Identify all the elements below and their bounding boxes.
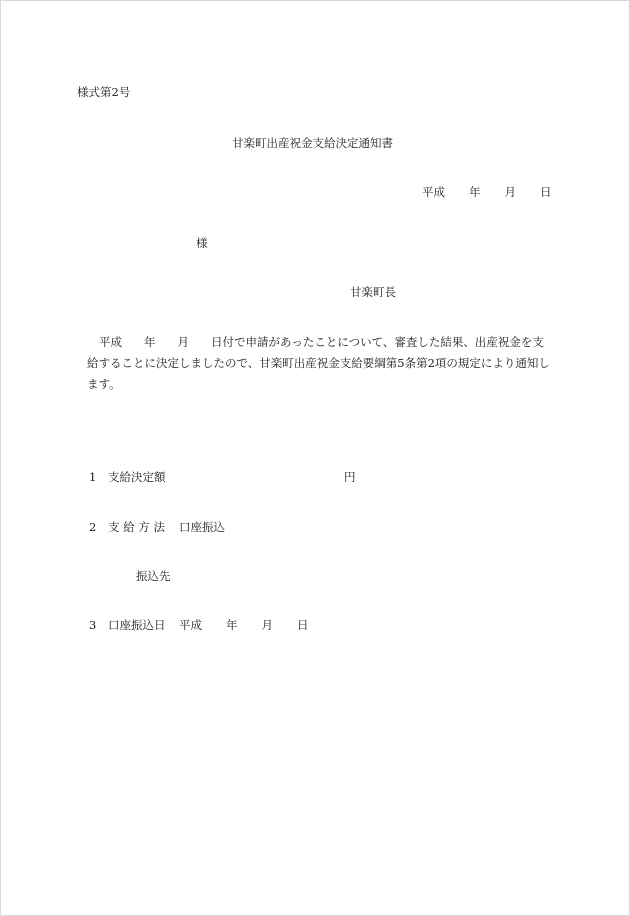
item-1-number: 1 <box>89 470 97 484</box>
date-era: 平成 <box>422 185 445 199</box>
date-year: 年 <box>469 185 481 199</box>
date-month: 月 <box>504 185 516 199</box>
item-3-year: 年 <box>226 618 238 632</box>
item-1-label: 支給決定額 <box>108 470 166 484</box>
body-month: 月 <box>177 335 189 349</box>
item-3-date <box>179 618 309 632</box>
item-3-label: 口座振込日 <box>108 618 166 632</box>
item-2-value: 口座振込 <box>179 520 225 534</box>
document-title: 甘楽町出産祝金支給決定通知書 <box>232 136 393 150</box>
recipient-suffix: 様 <box>196 236 208 250</box>
item-1-unit: 円 <box>344 470 356 484</box>
item-2-sub-label: 振込先 <box>136 569 171 583</box>
item-2-number: 2 <box>89 520 97 534</box>
item-3-month: 月 <box>261 618 273 632</box>
body-year: 年 <box>144 335 156 349</box>
notice-body <box>87 332 553 395</box>
form-number: 様式第2号 <box>77 85 131 99</box>
date-day: 日 <box>540 185 552 199</box>
issue-date <box>422 185 552 199</box>
body-text: 日付で申請があったことについて、審査した結果、出産祝金を支給することに決定しましたので、甘楽町出産祝金支給要綱第5条第2項の規定により通知します。 <box>87 335 550 391</box>
item-3-day: 日 <box>297 618 309 632</box>
issuer: 甘楽町長 <box>350 285 396 299</box>
body-era: 平成 <box>99 335 122 349</box>
item-2-label: 支 給 方 法 <box>108 520 165 534</box>
item-3-era: 平成 <box>179 618 202 632</box>
item-3-number: 3 <box>89 618 97 632</box>
